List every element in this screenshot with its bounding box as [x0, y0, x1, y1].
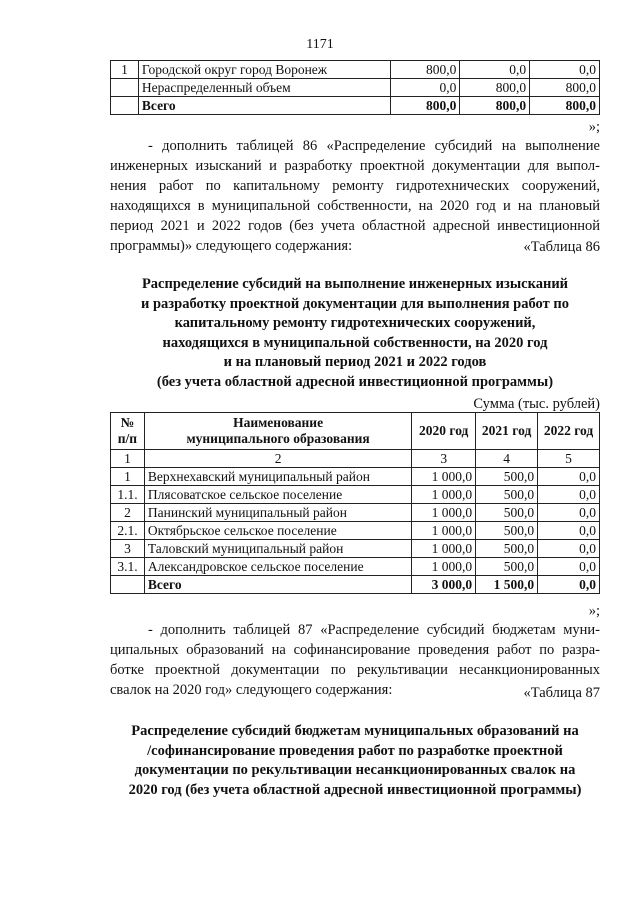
- paragraph-table-87: - дополнить таблицей 87 «Распределение субсидий бюджетам муни- ципальных образований на софинансирование проведения работ по разра- ботке проектной документации по рекультивации несанкционированных свалок на 2020 год» следующего содержания:: [110, 622, 600, 698]
- total-2022: 800,0: [530, 97, 600, 115]
- value-2022: 0,0: [530, 61, 600, 79]
- total-row: [111, 576, 600, 594]
- header-row: [111, 413, 600, 450]
- table-87-title: Распределение субсидий бюджетам муниципальных образований на /софинансирование проведения работ по разработке проектной документации по рекультивации несанкционированных свалок на 2020 год (без учета областной адресной инвестиционной программы): [128, 723, 582, 798]
- header-2022: 2022 год: [538, 413, 600, 450]
- paragraph-table-86: - дополнить таблицей 86 «Распределение субсидий на выполнение инженерных изысканий и разработку проектной документации для выпол- нения работ по капитальному ремонту гидротехнических сооружений, находящихся в муниципальной собственности, на 2020 год и на плановый период 2021 и 2022 годов (без учета областной адресной инвестиционной программы)» следующего содержания:: [110, 138, 600, 254]
- closing-quote: »;: [588, 603, 600, 619]
- table-row: 1 Верхнехавский муниципальный район 1 000,0 500,0 0,0: [111, 468, 600, 486]
- column-number-row: 1 2 3 4 5: [111, 450, 600, 468]
- table-row: [111, 61, 600, 79]
- closing-quote: »;: [588, 119, 600, 135]
- municipality-name: Нераспределенный объем: [138, 79, 390, 97]
- total-2020: 3 000,0: [412, 576, 476, 594]
- table-86-label: «Таблица 86: [523, 239, 600, 255]
- value-2022: 800,0: [530, 79, 600, 97]
- unit-label: Сумма (тыс. рублей): [473, 396, 600, 412]
- table-86: [110, 412, 600, 594]
- page-number: 1171: [306, 37, 334, 52]
- value-2020: 0,0: [390, 79, 460, 97]
- header-2021: 2021 год: [476, 413, 538, 450]
- header-name: Наименование муниципального образования: [144, 413, 411, 450]
- value-2021: 0,0: [460, 61, 530, 79]
- top-table: [110, 60, 600, 115]
- total-2021: 800,0: [460, 97, 530, 115]
- total-2022: 0,0: [538, 576, 600, 594]
- value-2021: 800,0: [460, 79, 530, 97]
- header-2020: 2020 год: [412, 413, 476, 450]
- table-row: 2 Панинский муниципальный район 1 000,0 500,0 0,0: [111, 504, 600, 522]
- table-row: [111, 79, 600, 97]
- row-number: 1: [111, 61, 139, 79]
- header-num: № п/п: [111, 413, 145, 450]
- table-row: 3.1. Александровское сельское поселение 1 000,0 500,0 0,0: [111, 558, 600, 576]
- row-number: [111, 79, 139, 97]
- value-2020: 800,0: [390, 61, 460, 79]
- total-2020: 800,0: [390, 97, 460, 115]
- total-2021: 1 500,0: [476, 576, 538, 594]
- total-row: [111, 97, 600, 115]
- municipality-name: Городской округ город Воронеж: [138, 61, 390, 79]
- table-86-title: Распределение субсидий на выполнение инженерных изысканий и разработку проектной документации для выполнения работ по капитальному ремонту гидротехнических сооружений, находящихся в муниципальной собственности, на 2020 год и на плановый период 2021 и 2022 годов (без учета областной адресной инвестиционной программы): [141, 276, 569, 390]
- total-label: Всего: [144, 576, 411, 594]
- table-row: 1.1. Плясоватское сельское поселение 1 000,0 500,0 0,0: [111, 486, 600, 504]
- table-row: 3 Таловский муниципальный район 1 000,0 500,0 0,0: [111, 540, 600, 558]
- table-87-label: «Таблица 87: [523, 685, 600, 701]
- table-row: 2.1. Октябрьское сельское поселение 1 000,0 500,0 0,0: [111, 522, 600, 540]
- total-label: Всего: [138, 97, 390, 115]
